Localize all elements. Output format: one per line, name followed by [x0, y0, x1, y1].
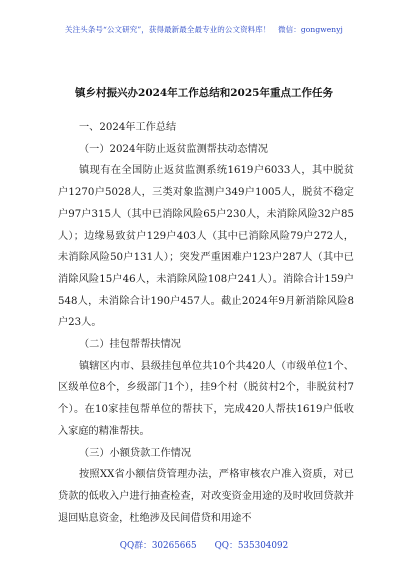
paragraph: 镇辖区内市、县级挂包单位共10个共420人（市级单位1个、区级单位8个，乡级部门1个），挂9个村（脱贫村2个，非脱贫村7个）。在10家挂包帮单位的帮扶下，完成420人帮扶1619户低收入家庭的精准帮扶。: [58, 360, 354, 437]
footer-contact: [0, 538, 408, 551]
qq-group: QQ群：30265665: [119, 541, 197, 551]
subsection-heading: （三）小额贷款工作情况: [79, 447, 192, 459]
paragraph: 按照XX省小额信贷管理办法，严格审核农户准入资质，对已贷款的低收入户进行抽查检查，对改变资金用途的及时收回贷款并退回贴息资金，杜绝涉及民间借贷和用途不: [58, 469, 354, 524]
subsection-heading: （一）2024年防止返贫监测帮扶动态情况: [79, 143, 268, 155]
document-title: 镇乡村振兴办2024年工作总结和2025年重点工作任务: [75, 87, 333, 99]
document-body: [58, 117, 354, 529]
paragraph: 镇现有在全国防止返贫监测系统1619户6033人，其中脱贫户1270户5028人，三类对象监测户349户1005人，脱贫不稳定户97户315人（其中已消除风险65户230人，未消除风险32户85人）；边缘易致贫户129户403人（其中已消除风险79户272人，未消除风险50户131人）；突发严重困难户123户287人（其中已消除风险15户46人，未消除风险108户241人）。消除合计159户548人，未消除合计190户457人。截止2024年9月新消除风险8户23人。: [58, 165, 354, 329]
section-heading: 一、2024年工作总结: [79, 122, 177, 133]
header-note: 关注头条号“公文研究”，获得最新最全最专业的公文资料库！ 微信：gongwenyj: [65, 25, 343, 34]
subsection-heading: （二）挂包帮帮扶情况: [79, 339, 181, 351]
qq-number: QQ：535304092: [214, 541, 289, 551]
